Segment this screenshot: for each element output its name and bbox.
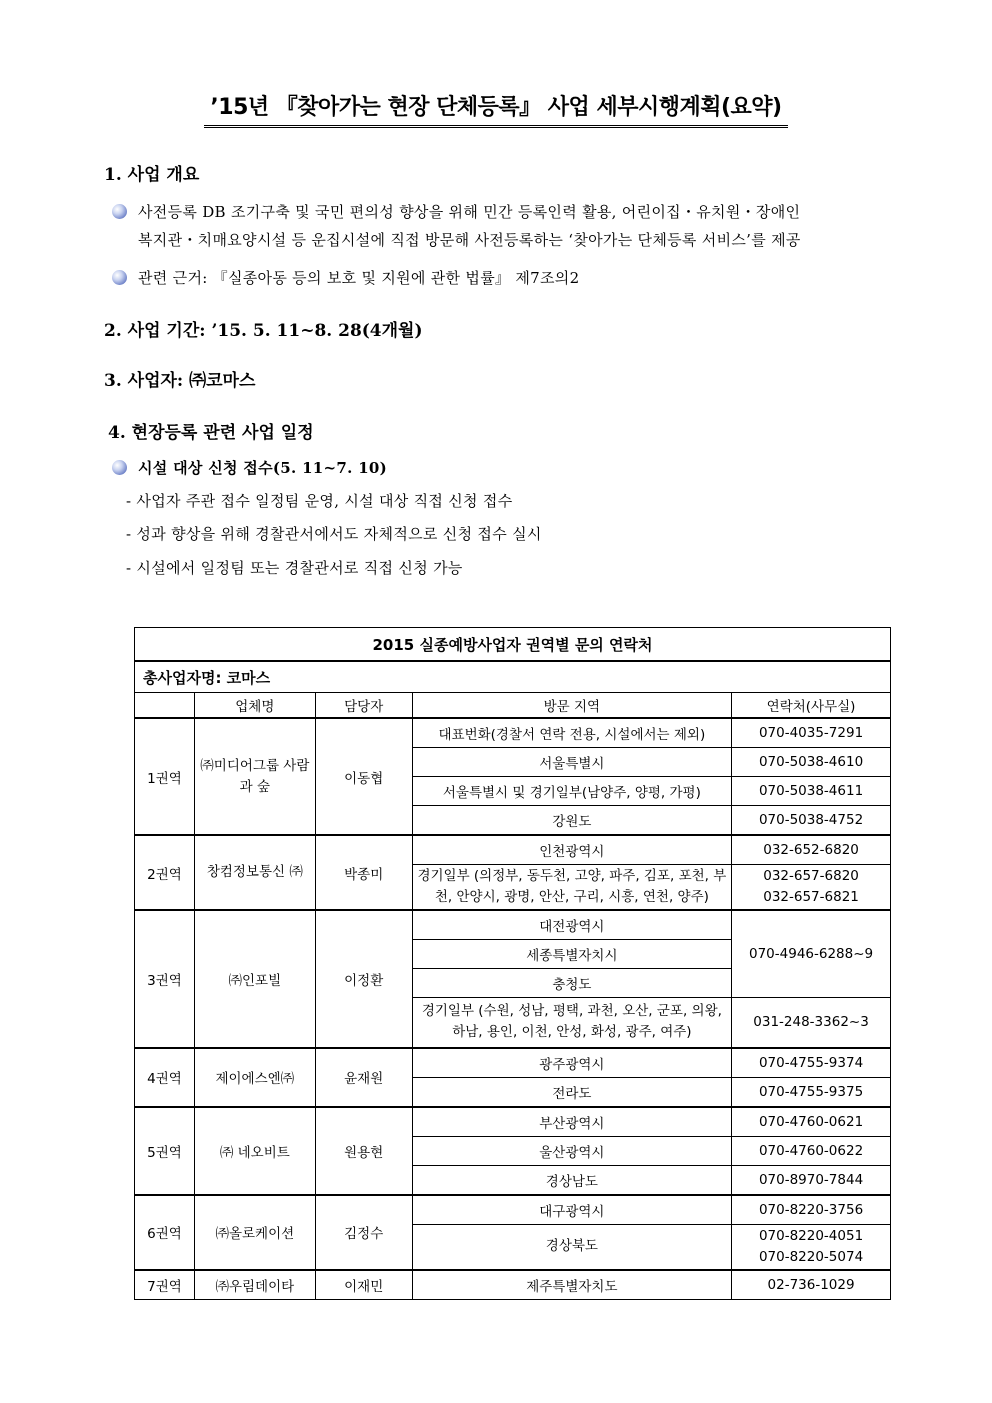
area-cell: 부산광역시 xyxy=(412,1107,732,1137)
area-cell: 광주광역시 xyxy=(412,1048,732,1078)
group-3 xyxy=(135,910,891,1048)
manager-cell: 이재민 xyxy=(315,1270,412,1300)
phone-cell xyxy=(732,865,891,911)
area-cell: 충청도 xyxy=(412,969,732,998)
table-title: 2015 실종예방사업자 권역별 문의 연락처 xyxy=(135,628,891,662)
phone-cell: 070-4760-0622 xyxy=(732,1136,891,1165)
phone-cell: 032-652-6820 xyxy=(732,835,891,865)
section-4-heading: 4. 현장등록 관련 사업 일정 xyxy=(108,423,314,443)
bullet-text: 시설 대상 신청 접수(5. 11~7. 10) xyxy=(138,459,388,477)
group-2 xyxy=(135,835,891,910)
phone-line-1: 070-8220-4051 xyxy=(758,1227,864,1244)
manager-cell: 원용현 xyxy=(315,1107,412,1195)
header-manager: 담당자 xyxy=(315,693,412,719)
area-cell: 경기일부 (수원, 성남, 평택, 과천, 오산, 군포, 의왕, 하남, 용인, 이천, 안성, 화성, 광주, 여주) xyxy=(412,998,732,1048)
area-cell: 경기일부 (의정부, 동두천, 고양, 파주, 김포, 포천, 부천, 안양시, 광명, 안산, 구리, 시흥, 연천, 양주) xyxy=(412,865,732,911)
section-1-heading: 1. 사업 개요 xyxy=(104,165,200,185)
header-region xyxy=(135,693,195,719)
manager-cell: 이동협 xyxy=(315,718,412,835)
manager-cell: 윤재원 xyxy=(315,1048,412,1107)
area-cell: 경상북도 xyxy=(412,1224,732,1270)
region-cell: 4권역 xyxy=(135,1048,195,1107)
region-cell: 6권역 xyxy=(135,1195,195,1270)
manager-cell: 이정환 xyxy=(315,910,412,1048)
section-4-dash-2: - 성과 향상을 위해 경찰관서에서도 자체적으로 신청 접수 실시 xyxy=(126,525,542,543)
section-1-bullet-2 xyxy=(112,264,912,292)
phone-line-2: 032-657-6821 xyxy=(763,889,859,905)
company-cell: ㈜ 네오비트 xyxy=(194,1107,315,1195)
phone-cell: 070-5038-4610 xyxy=(732,748,891,777)
section-1-bullet-1 xyxy=(112,198,912,254)
phone-cell: 070-8970-7844 xyxy=(732,1165,891,1195)
area-cell: 경상남도 xyxy=(412,1165,732,1195)
group-7 xyxy=(135,1270,891,1300)
header-phone: 연락처(사무실) xyxy=(732,693,891,719)
company-cell: 제이에스엔㈜ xyxy=(194,1048,315,1107)
manager-cell: 김정수 xyxy=(315,1195,412,1270)
document-title: ’15년 『찾아가는 현장 단체등록』 사업 세부시행계획(요약) xyxy=(0,90,992,128)
phone-cell: 070-4946-6288~9 xyxy=(732,910,891,998)
bullet-text-line-2: 복지관・치매요양시설 등 운집시설에 직접 방문해 사전등록하는 ‘찾아가는 단체등록 서비스’를 제공 xyxy=(138,231,801,249)
phone-cell xyxy=(732,1224,891,1270)
company-cell: ㈜올로케이션 xyxy=(194,1195,315,1270)
contacts-table xyxy=(134,627,891,1300)
bullet-text: 관련 근거: 『실종아동 등의 보호 및 지원에 관한 법률』 제7조의2 xyxy=(138,269,580,287)
area-cell: 세종특별자치시 xyxy=(412,940,732,969)
group-4 xyxy=(135,1048,891,1107)
area-cell: 전라도 xyxy=(412,1077,732,1107)
area-cell: 서울특별시 xyxy=(412,748,732,777)
area-cell: 대전광역시 xyxy=(412,910,732,940)
section-4-dash-1: - 사업자 주관 접수 일정팀 운영, 시설 대상 직접 신청 접수 xyxy=(126,492,513,510)
company-cell: ㈜미디어그룹 사람과 숲 xyxy=(194,718,315,835)
header-area: 방문 지역 xyxy=(412,693,732,719)
region-cell: 1권역 xyxy=(135,718,195,835)
region-cell: 7권역 xyxy=(135,1270,195,1300)
manager-cell: 박종미 xyxy=(315,835,412,910)
bullet-orb-icon xyxy=(112,270,127,285)
phone-cell: 070-5038-4752 xyxy=(732,806,891,836)
region-cell: 2권역 xyxy=(135,835,195,910)
section-4-dash-3: - 시설에서 일정팀 또는 경찰관서로 직접 신청 가능 xyxy=(126,559,463,577)
group-1 xyxy=(135,718,891,835)
phone-cell: 070-4755-9375 xyxy=(732,1077,891,1107)
company-cell: ㈜인포빌 xyxy=(194,910,315,1048)
bullet-orb-icon xyxy=(112,204,127,219)
section-3-heading: 3. 사업자: ㈜코마스 xyxy=(104,371,256,391)
section-4-bullet-1 xyxy=(112,454,912,482)
area-cell: 강원도 xyxy=(412,806,732,836)
group-6 xyxy=(135,1195,891,1270)
area-cell: 서울특별시 및 경기일부(남양주, 양평, 가평) xyxy=(412,777,732,806)
region-cell: 3권역 xyxy=(135,910,195,1048)
phone-cell: 031-248-3362~3 xyxy=(732,998,891,1048)
group-5 xyxy=(135,1107,891,1195)
bullet-orb-icon xyxy=(112,460,127,475)
bullet-text-line-1: 사전등록 DB 조기구축 및 국민 편의성 향상을 위해 민간 등록인력 활용, 어린이집・유치원・장애인 xyxy=(138,203,801,221)
phone-cell: 070-4755-9374 xyxy=(732,1048,891,1078)
phone-cell: 070-4035-7291 xyxy=(732,718,891,748)
phone-cell: 070-8220-3756 xyxy=(732,1195,891,1225)
area-cell: 제주특별자치도 xyxy=(412,1270,732,1300)
section-2-heading: 2. 사업 기간: ’15. 5. 11~8. 28(4개월) xyxy=(104,321,423,341)
phone-cell: 02-736-1029 xyxy=(732,1270,891,1300)
area-cell: 대구광역시 xyxy=(412,1195,732,1225)
company-cell: ㈜우림데이타 xyxy=(194,1270,315,1300)
header-company: 업체명 xyxy=(194,693,315,719)
phone-cell: 070-4760-0621 xyxy=(732,1107,891,1137)
phone-cell: 070-5038-4611 xyxy=(732,777,891,806)
area-cell: 인천광역시 xyxy=(412,835,732,865)
area-cell: 대표번화(경찰서 연락 전용, 시설에서는 제외) xyxy=(412,718,732,748)
table-company-name: 총사업자명: 코마스 xyxy=(135,661,891,693)
phone-line-2: 070-8220-5074 xyxy=(758,1248,864,1265)
region-cell: 5권역 xyxy=(135,1107,195,1195)
company-cell: 창컴정보통신 ㈜ xyxy=(194,835,315,910)
area-cell: 울산광역시 xyxy=(412,1136,732,1165)
phone-line-1: 032-657-6820 xyxy=(763,868,859,884)
